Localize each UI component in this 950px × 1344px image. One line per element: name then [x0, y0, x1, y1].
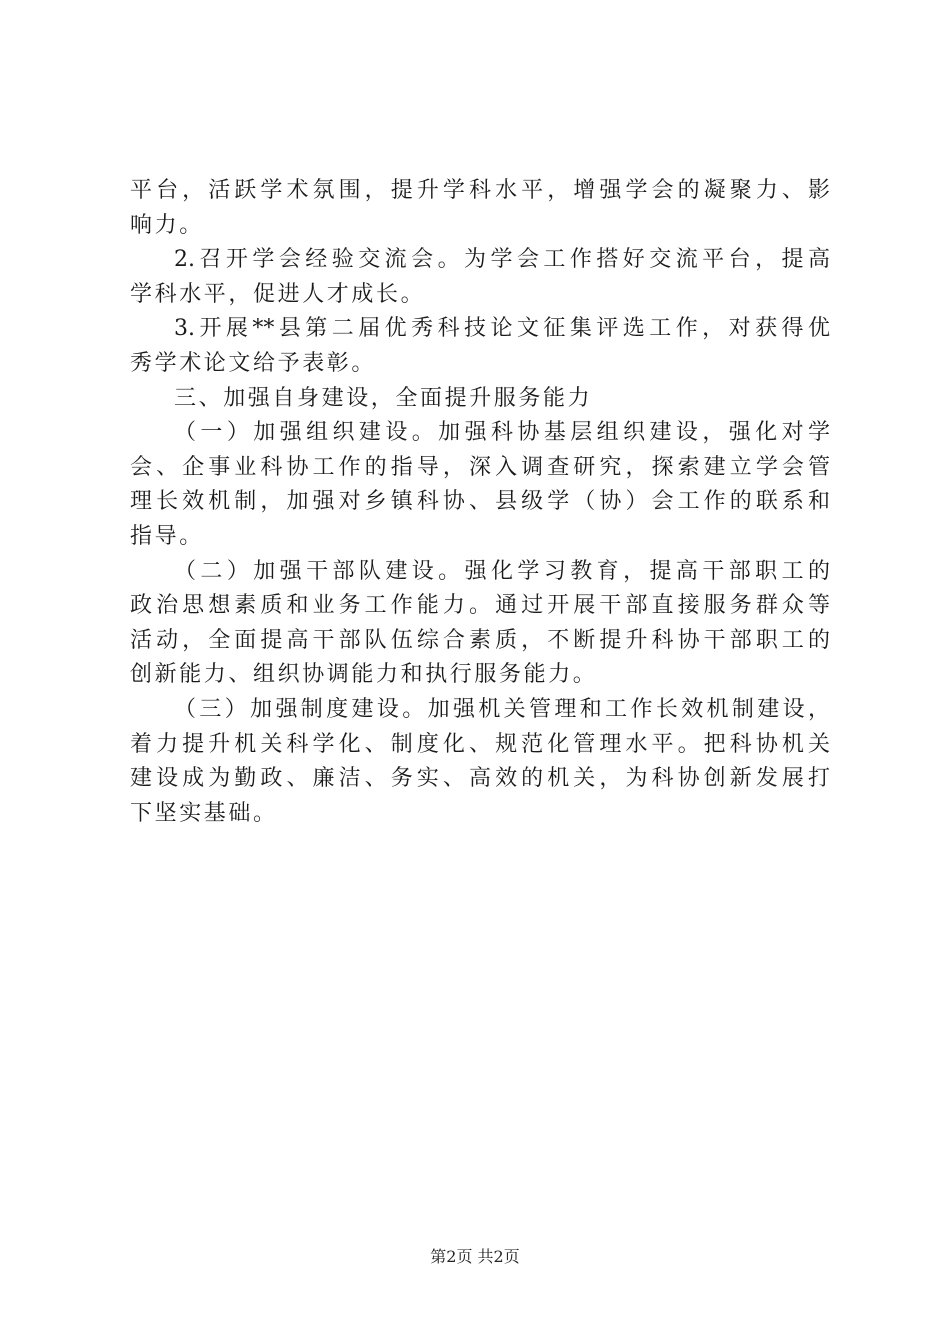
- document-body: [130, 174, 830, 831]
- text-line: 3.开展**县第二届优秀科技论文征集评选工作，对获得优: [174, 316, 830, 342]
- text-line: 2.召开学会经验交流会。为学会工作搭好交流平台，提高: [174, 247, 830, 273]
- text-line: 平台，活跃学术氛围，提升学科水平，增强学会的凝聚力、影: [130, 178, 830, 203]
- text-line: 下坚实基础。: [130, 800, 278, 826]
- text-line: 指导。: [130, 523, 204, 549]
- text-line: 建设成为勤政、廉洁、务实、高效的机关，为科协创新发展打: [130, 766, 830, 792]
- text-line: （一）加强组织建设。加强科协基层组织建设，强化对学: [174, 420, 830, 446]
- text-line: 活动，全面提高干部队伍综合素质，不断提升科协干部职工的: [130, 627, 830, 653]
- section-heading: 三、加强自身建设，全面提升服务能力: [174, 385, 593, 411]
- text-line: 会、企事业科协工作的指导，深入调查研究，探索建立学会管: [130, 454, 830, 480]
- text-line: 学科水平，促进人才成长。: [130, 281, 426, 307]
- text-line: 政治思想素质和业务工作能力。通过开展干部直接服务群众等: [130, 593, 830, 619]
- text-line: 创新能力、组织协调能力和执行服务能力。: [130, 662, 598, 688]
- text-line: 秀学术论文给予表彰。: [130, 350, 377, 376]
- page-number-footer: 第2页 共2页: [430, 1247, 520, 1266]
- text-line: （三）加强制度建设。加强机关管理和工作长效机制建设，: [174, 696, 830, 722]
- text-line: 理长效机制，加强对乡镇科协、县级学（协）会工作的联系和: [130, 489, 830, 515]
- text-line: （二）加强干部队建设。强化学习教育，提高干部职工的: [174, 558, 830, 584]
- text-line: 响力。: [130, 212, 204, 238]
- text-line: 着力提升机关科学化、制度化、规范化管理水平。把科协机关: [130, 731, 830, 757]
